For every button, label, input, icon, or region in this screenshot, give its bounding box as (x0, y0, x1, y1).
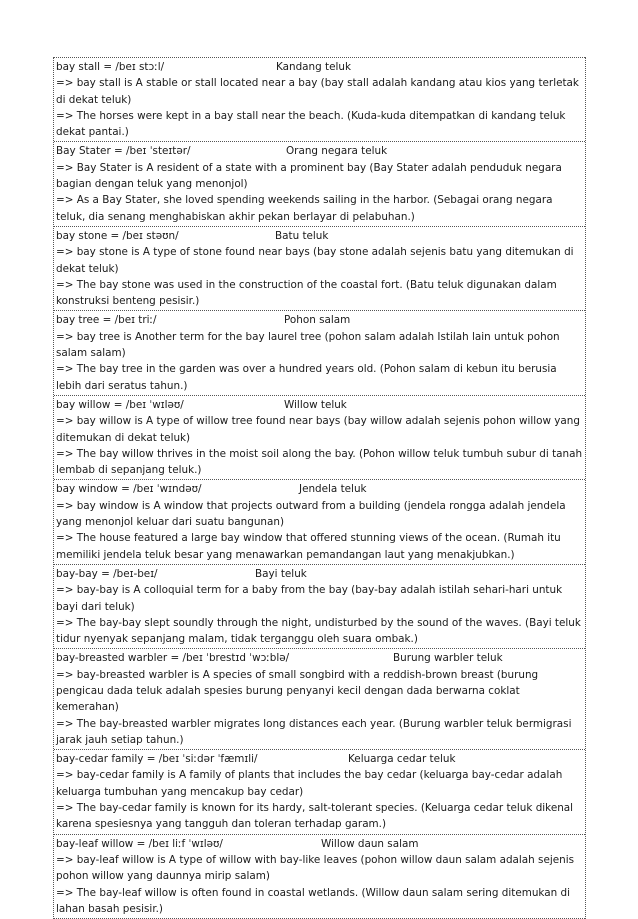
entry-translation: Willow teluk (284, 398, 347, 411)
glossary-entry (54, 479, 585, 563)
entry-definition: => bay-breasted warbler is A species of small songbird with a reddish-brown breast (burung pengicau dada teluk adalah spesies burung penyanyi kecil dengan dada berwarna coklat kemerahan) (56, 668, 539, 714)
entry-example: => The bay-cedar family is known for its hardy, salt-tolerant species. (Keluarga cedar teluk dikenal karena spesiesnya yang tangguh dan toleran terhadap garam.) (56, 802, 574, 831)
glossary-entry (54, 834, 585, 919)
glossary-entry (54, 57, 585, 141)
entry-definition: => bay-bay is A colloquial term for a baby from the bay (bay-bay adalah istilah sehari-hari untuk bayi dari teluk) (56, 584, 563, 613)
glossary-entry (54, 564, 585, 648)
entry-term: bay stall = /beɪ stɔːl/ (56, 61, 165, 73)
entry-term: bay tree = /beɪ triː/ (56, 314, 157, 327)
entry-translation: Bayi teluk (255, 567, 307, 580)
entry-term: bay-leaf willow = /beɪ liːf ˈwɪləʊ/ (56, 837, 223, 850)
entry-translation: Kandang teluk (276, 61, 351, 73)
entry-example: => As a Bay Stater, she loved spending weekends sailing in the harbor. (Sebagai orang negara teluk, dia senang menghabiskan akhir pekan berlayar di pelabuhan.) (56, 194, 553, 223)
entry-term: bay-cedar family = /beɪ ˈsiːdər ˈfæmɪli/ (56, 753, 258, 766)
entry-translation: Batu teluk (275, 229, 329, 242)
entry-definition: => Bay Stater is A resident of a state with a prominent bay (Bay Stater adalah penduduk negara bagian dengan teluk yang menonjol) (56, 161, 562, 191)
glossary-entry (54, 310, 585, 394)
entry-definition: => bay-leaf willow is A type of willow with bay-like leaves (pohon willow daun salam adalah sejenis pohon willow yang daunnya mirip salam) (56, 853, 575, 883)
entry-term: bay-bay = /beɪ-beɪ/ (56, 567, 158, 580)
entry-translation: Jendela teluk (299, 483, 367, 496)
entry-example: => The house featured a large bay window that offered stunning views of the ocean. (Rumah itu memiliki jendela teluk besar yang menawarkan pemandangan laut yang menakjubkan.) (56, 532, 561, 561)
glossary-entry (54, 141, 585, 225)
entry-term: bay-breasted warbler = /beɪ ˈbrestɪd ˈwɔːblə/ (56, 652, 290, 665)
entry-example: => The bay-bay slept soundly through the night, undisturbed by the sound of the waves. (Bayi teluk tidur nyenyak sepanjang malam, tidak terganggu oleh suara ombak.) (56, 616, 581, 646)
entry-definition: => bay window is A window that projects outward from a building (jendela rongga adalah jendela yang menonjol keluar dari suatu bangunan) (56, 499, 566, 529)
entry-definition: => bay stone is A type of stone found near bays (bay stone adalah sejenis batu yang ditemukan di dekat teluk) (56, 246, 574, 275)
entry-translation: Orang negara teluk (286, 145, 388, 158)
entry-definition: => bay willow is A type of willow tree found near bays (bay willow adalah sejenis pohon willow yang ditemukan di dekat teluk) (56, 415, 580, 444)
entry-example: => The horses were kept in a bay stall near the beach. (Kuda-kuda ditempatkan di kandang teluk dekat pantai.) (56, 109, 566, 139)
entry-translation: Burung warbler teluk (393, 652, 503, 665)
entry-example: => The bay tree in the garden was over a hundred years old. (Pohon salam di kebun itu berusia lebih dari seratus tahun.) (56, 363, 557, 392)
entry-definition: => bay-cedar family is A family of plants that includes the bay cedar (keluarga bay-cedar adalah keluarga tumbuhan yang mencakup bay cedar) (56, 769, 563, 798)
entry-example: => The bay-breasted warbler migrates long distances each year. (Burung warbler teluk bermigrasi jarak jauh setiap tahun.) (56, 717, 572, 746)
entry-example: => The bay stone was used in the construction of the coastal fort. (Batu teluk digunakan dalam konstruksi benteng pesisir.) (56, 278, 557, 308)
entry-translation: Keluarga cedar teluk (348, 753, 456, 766)
glossary-entry (54, 749, 585, 833)
glossary-entry (54, 226, 585, 310)
entry-term: bay stone = /beɪ stəʊn/ (56, 229, 179, 242)
glossary-entry (54, 648, 585, 749)
entry-example: => The bay-leaf willow is often found in coastal wetlands. (Willow daun salam sering ditemukan di lahan basah pesisir.) (56, 886, 570, 915)
entry-definition: => bay tree is Another term for the bay laurel tree (pohon salam adalah Istilah lain untuk pohon salam salam) (56, 330, 560, 360)
entry-translation: Pohon salam (284, 314, 351, 327)
entry-term: bay willow = /beɪ ˈwɪləʊ/ (56, 398, 184, 411)
entry-term: Bay Stater = /beɪ ˈsteɪtər/ (56, 145, 191, 158)
entry-definition: => bay stall is A stable or stall located near a bay (bay stall adalah kandang atau kios yang terletak di dekat teluk) (56, 77, 579, 106)
glossary-sheet (53, 57, 586, 919)
glossary-entry (54, 395, 585, 479)
entry-term: bay window = /beɪ ˈwɪndəʊ/ (56, 483, 202, 496)
entry-example: => The bay willow thrives in the moist soil along the bay. (Pohon willow teluk tumbuh subur di tanah lembab di sepanjang teluk.) (56, 447, 583, 477)
entry-translation: Willow daun salam (321, 837, 419, 850)
